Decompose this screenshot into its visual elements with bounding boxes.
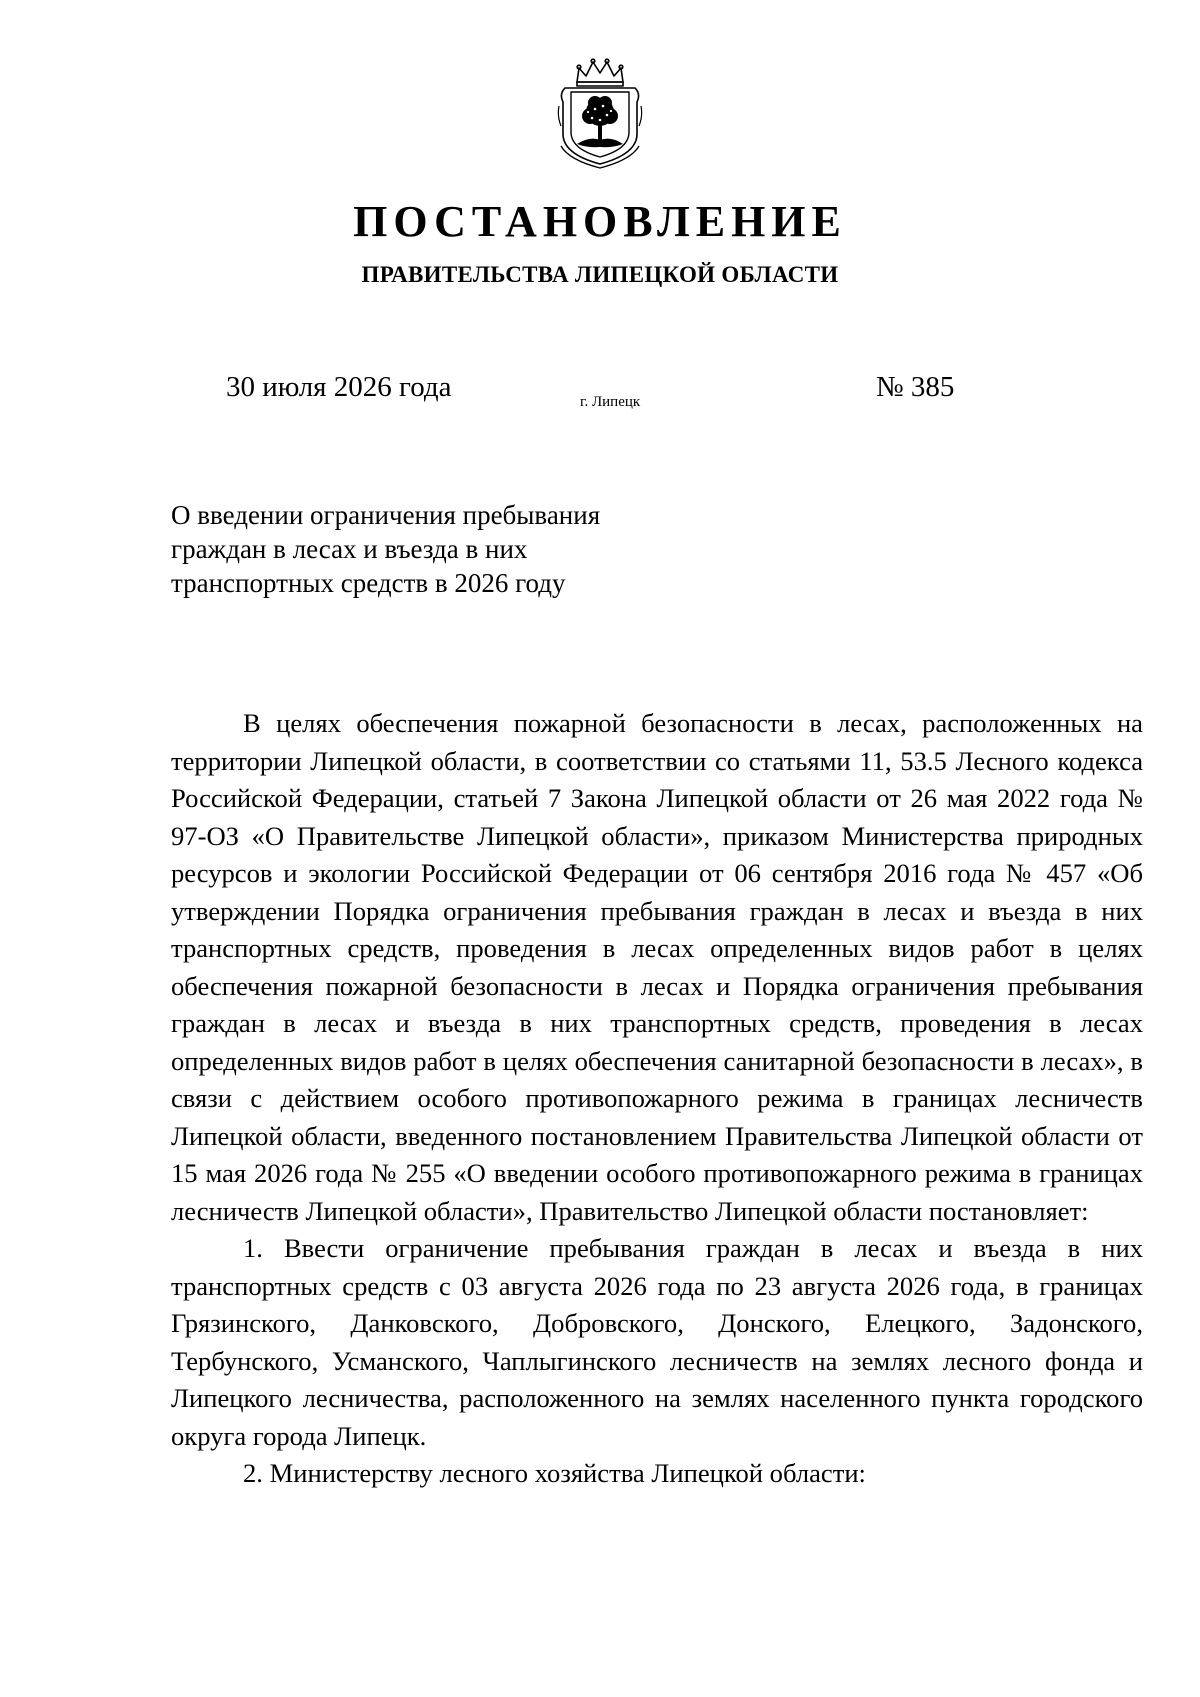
document-date: 30 июля 2026 года xyxy=(226,371,452,403)
clause-2-paragraph: 2. Министерству лесного хозяйства Липецкой области: xyxy=(243,1458,866,1488)
subject-line: транспортных средств в 2026 году xyxy=(171,568,566,598)
document-number: № 385 xyxy=(876,371,955,403)
coat-of-arms-icon xyxy=(555,56,645,170)
subject-line: О введении ограничения пребывания xyxy=(171,500,601,530)
subject-line: граждан в лесах и въезда в них xyxy=(171,534,528,564)
document-subject xyxy=(171,498,691,600)
preamble-paragraph: В целях обеспечения пожарной безопасности в лесах, расположенных на территории Липецкой области, в соответствии со статьями 11, 53.5 Лесного кодекса Российской Федерации, статьей 7 Закона Липецкой области от 26 мая 2022 года № 97-ОЗ «О Правительстве Липецкой области», приказом Министерства природных ресурсов и экологии Российской Федерации от 06 сентября 2016 года № 457 «Об утверждении Порядка ограничения пребывания граждан в лесах и въезда в них транспортных средств, проведения в лесах определенных видов работ в целях обеспечения пожарной безопасности в лесах и Порядка ограничения пребывания граждан в лесах и въезда в них транспортных средств, проведения в лесах определенных видов работ в целях обеспечения санитарной безопасности в лесах», в связи с действием особого противопожарного режима в границах лесничеств Липецкой области, введенного постановлением Правительства Липецкой области от 15 мая 2026 года № 255 «О введении особого противопожарного режима в границах лесничеств Липецкой области», Правительство Липецкой области постановляет: xyxy=(171,708,1143,1226)
document-city: г. Липецк xyxy=(580,394,641,410)
document-type-heading: ПОСТАНОВЛЕНИЕ xyxy=(353,197,847,246)
document-body xyxy=(171,705,1143,1493)
clause-1-paragraph: 1. Ввести ограничение пребывания граждан в лесах и въезда в них транспортных средств с 03 августа 2026 года по 23 августа 2026 года, в границах Грязинского, Данковского, Добровского, Донского, Елецкого, Задонского, Тербунского, Усманского, Чаплыгинского лесничеств на землях лесного фонда и Липецкого лесничества, расположенного на землях населенного пункта городского округа города Липецк. xyxy=(171,1233,1143,1451)
issuing-authority: ПРАВИТЕЛЬСТВА ЛИПЕЦКОЙ ОБЛАСТИ xyxy=(361,262,839,287)
